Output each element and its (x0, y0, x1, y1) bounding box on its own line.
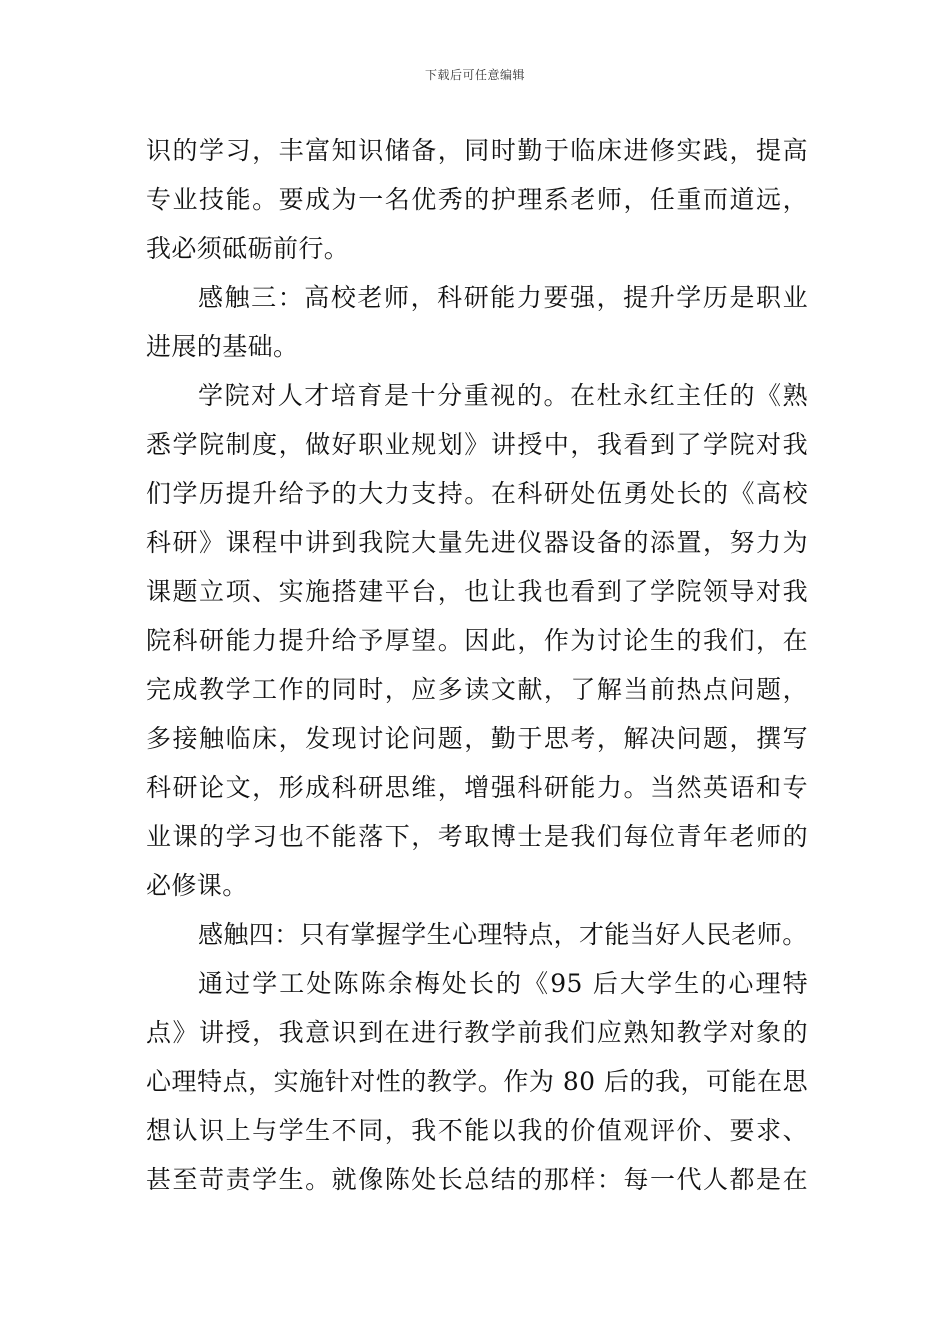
text-line: 想认识上与学生不同，我不能以我的价值观评价、要求、 (146, 1116, 808, 1145)
text-line: 业课的学习也不能落下，考取博士是我们每位青年老师的 (146, 822, 808, 851)
text-line: 专业技能。要成为一名优秀的护理系老师，任重而道远， (146, 185, 808, 214)
text-line: 们学历提升给予的大力支持。在科研处伍勇处长的《高校 (146, 479, 808, 508)
text-line: 院科研能力提升给予厚望。因此，作为讨论生的我们，在 (146, 626, 808, 655)
text-line: 进展的基础。 (146, 332, 299, 361)
text-line: 完成教学工作的同时，应多读文献，了解当前热点问题， (146, 675, 808, 704)
text-line: 感触四：只有掌握学生心理特点，才能当好人民老师。 (198, 920, 808, 949)
text-line: 甚至苛责学生。就像陈处长总结的那样：每一代人都是在 (146, 1165, 808, 1194)
text-line: 识的学习，丰富知识储备，同时勤于临床进修实践，提高 (146, 136, 808, 165)
text-line: 点》讲授，我意识到在进行教学前我们应熟知教学对象的 (146, 1018, 808, 1047)
text-line: 心理特点，实施针对性的教学。作为 80 后的我，可能在思 (146, 1067, 808, 1096)
document-body (146, 126, 808, 1204)
text-line: 科研》课程中讲到我院大量先进仪器设备的添置，努力为 (146, 528, 808, 557)
text-line: 感触三：高校老师，科研能力要强，提升学历是职业 (198, 283, 808, 312)
text-line: 通过学工处陈陈余梅处长的《95 后大学生的心理特 (198, 969, 808, 998)
page-header: 下载后可任意编辑 (424, 68, 525, 82)
text-line: 科研论文，形成科研思维，增强科研能力。当然英语和专 (146, 773, 808, 802)
text-line: 学院对人才培育是十分重视的。在杜永红主任的《熟 (198, 381, 808, 410)
text-line: 悉学院制度，做好职业规划》讲授中，我看到了学院对我 (146, 430, 808, 459)
text-line: 我必须砥砺前行。 (146, 234, 350, 263)
text-line: 课题立项、实施搭建平台，也让我也看到了学院领导对我 (146, 577, 808, 606)
text-line: 必修课。 (146, 871, 248, 900)
text-line: 多接触临床，发现讨论问题，勤于思考，解决问题，撰写 (146, 724, 808, 753)
